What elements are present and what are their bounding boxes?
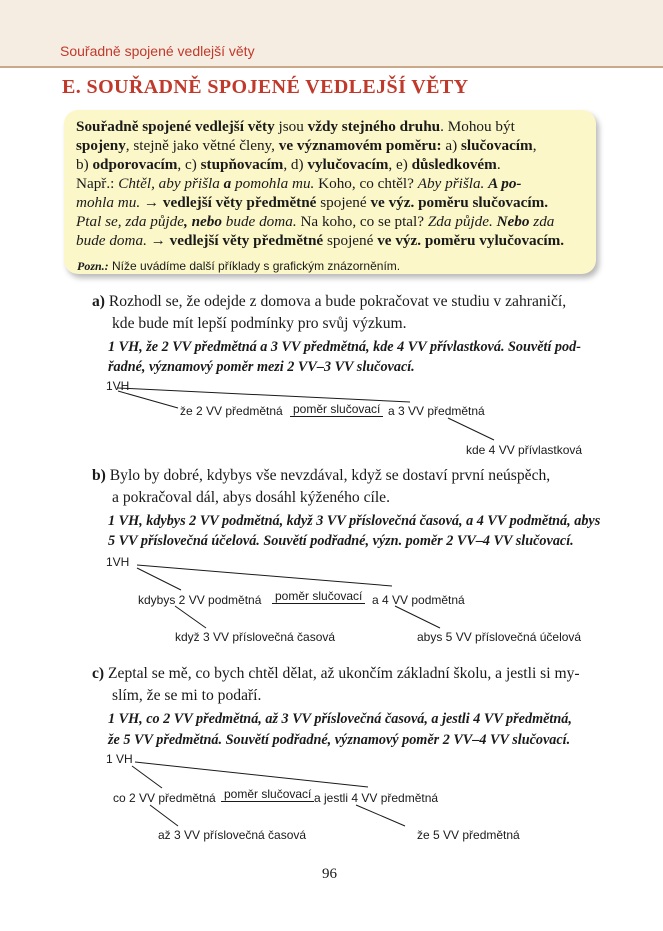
diagram-c-left-to-sub [150,805,178,826]
rule-note: Pozn.: Níže uvádíme další příklady s grafickým znázorněním. [77,259,401,273]
diagram-c-sub-left: až 3 VV příslovečná časová [158,828,307,842]
example-b-summary-2: 5 VV příslovečná účelová. Souvětí podřadné, význ. poměr 2 VV–4 VV slučovací. [108,533,574,549]
rule-line-7: bude doma. → vedlejší věty předmětné spojené ve výz. poměru vylučovacím. [76,232,565,249]
diagram-a-relation: poměr slučovací [290,402,383,416]
diagram-a-left: že 2 VV předmětná [180,404,283,418]
example-b-summary-1: 1 VH, kdybys 2 VV podmětná, když 3 VV příslovečná časová, a 4 VV podmětná, abys [108,513,601,529]
diagram-b-relation: poměr slučovací [272,589,365,603]
diagram-c-right: a jestli 4 VV předmětná [314,791,439,805]
diagram-a-root-to-right [118,388,410,402]
rule-line-2: spojeny, stejně jako větné členy, ve významovém poměru: a) slučovacím, [76,137,537,154]
diagram-b-sub-right: abys 5 VV příslovečná účelová [417,630,582,644]
diagram-b-sub-left: když 3 VV příslovečná časová [175,630,336,644]
diagram-b-right-to-sub [395,606,440,628]
page-number: 96 [322,866,337,882]
diagram-a-sub-right: kde 4 VV přívlastková [466,443,583,457]
example-c-line-1: c) Zeptal se mě, co bych chtěl dělat, až ukončím základní školu, a jestli si my- [92,665,580,682]
diagram-a-root-to-left [118,391,178,408]
example-b-line-1: b) Bylo by dobré, kdybys vše nevzdával, když se dostaví první neúspěch, [92,467,551,484]
diagram-a-right: a 3 VV předmětná [388,404,485,418]
diagram-a-right-to-sub [448,418,494,440]
rule-line-5: mohla mu. → vedlejší věty předmětné spojené ve výz. poměru slučovacím. [76,194,549,211]
example-a-line-2: kde bude mít lepší podmínky pro svůj výzkum. [112,315,407,332]
example-c-summary-2: že 5 VV předmětná. Souvětí podřadné, významový poměr 2 VV–4 VV slučovací. [108,732,571,748]
diagram-b-left: kdybys 2 VV podmětná [138,593,262,607]
diagram-c-sub-right: že 5 VV předmětná [417,828,520,842]
example-c-summary-1: 1 VH, co 2 VV předmětná, až 3 VV příslovečná časová, a jestli 4 VV předmětná, [108,711,572,727]
diagram-a-root: 1VH [106,379,130,393]
example-a-summary-1: 1 VH, že 2 VV předmětná a 3 VV předmětná, kde 4 VV přívlastková. Souvětí pod- [108,339,581,355]
diagram-b-root-to-right [137,565,392,586]
rule-line-3: b) odporovacím, c) stupňovacím, d) vylučovacím, e) důsledkovém. [76,156,501,173]
rule-line-1: Souřadně spojené vedlejší věty jsou vždy stejného druhu. Mohou být [76,118,515,135]
diagram-b-right: a 4 VV podmětná [372,593,465,607]
diagram-c-relation: poměr slučovací [221,787,314,801]
diagram-c-right-to-sub [356,805,405,826]
diagram-b-left-to-sub [175,606,206,628]
diagram-b-root: 1VH [106,555,130,569]
rule-line-4: Např.: Chtěl, aby přišla a pomohla mu. Koho, co chtěl? Aby přišla. A po- [76,175,522,192]
diagram-c-left: co 2 VV předmětná [113,791,216,805]
example-a-line-1: a) Rozhodl se, že odejde z domova a bude pokračovat ve studiu v zahraničí, [92,293,567,310]
diagram-c-root-to-right [135,762,368,787]
example-c-line-2: slím, že se mi to podaří. [112,687,262,704]
rule-line-6: Ptal se, zda půjde, nebo bude doma. Na koho, co se ptal? Zda půjde. Nebo zda [76,213,555,230]
example-a-summary-2: řadné, významový poměr mezi 2 VV–3 VV slučovací. [108,359,415,375]
diagram-b-root-to-left [137,568,181,590]
diagram-c-root-to-left [132,766,162,788]
diagram-c-root: 1 VH [106,752,133,766]
running-title: Souřadně spojené vedlejší věty [60,43,255,59]
section-title: E. SOUŘADNĚ SPOJENÉ VEDLEJŠÍ VĚTY [62,76,469,98]
example-b-line-2: a pokračoval dál, abys dosáhl kýženého cíle. [112,489,390,506]
